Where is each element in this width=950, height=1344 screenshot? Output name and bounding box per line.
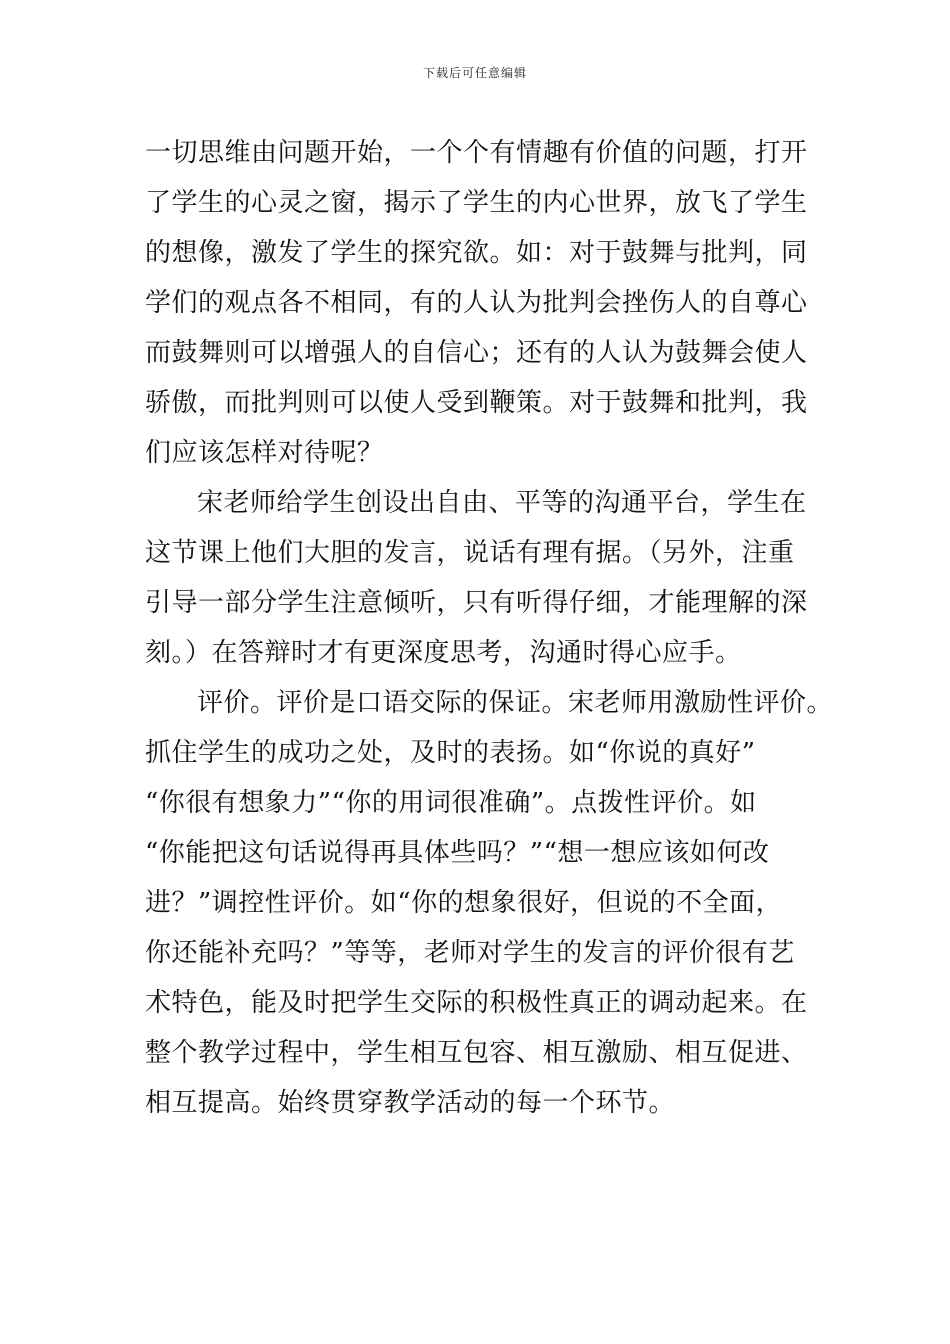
page-header: 下载后可任意编辑 [422,66,527,80]
document-body [145,128,834,1128]
text-line: 这节课上他们大胆的发言，说话有理有据。（另外，注重 [145,538,795,568]
text-line: 而鼓舞则可以增强人的自信心；还有的人认为鼓舞会使人 [145,338,808,368]
text-line: 相互提高。始终贯穿教学活动的每一个环节。 [145,1088,676,1118]
text-line: 一切思维由问题开始，一个个有情趣有价值的问题，打开 [145,138,808,168]
text-line: 的想像，激发了学生的探究欲。如：对于鼓舞与批判，同 [145,238,808,268]
text-line: 抓住学生的成功之处，及时的表扬。如“你说的真好” [145,738,756,768]
text-line: “你能把这句话说得再具体些吗？”“想一想应该如何改 [145,838,770,868]
text-line: 引导一部分学生注意倾听，只有听得仔细，才能理解的深 [145,588,808,618]
text-line: 宋老师给学生创设出自由、平等的沟通平台，学生在 [197,488,807,518]
text-line: 进？”调控性评价。如“你的想象很好，但说的不全面， [145,888,783,918]
text-line: 评价。评价是口语交际的保证。宋老师用激励性评价。 [197,688,834,718]
text-line: 了学生的心灵之窗，揭示了学生的内心世界，放飞了学生 [145,188,808,218]
text-line: 学们的观点各不相同，有的人认为批判会挫伤人的自尊心 [145,288,808,318]
text-line: 你还能补充吗？”等等，老师对学生的发言的评价很有艺 [145,938,795,968]
text-line: “你很有想象力”“你的用词很准确”。点拨性评价。如 [145,788,757,818]
text-line: 整个教学过程中，学生相互包容、相互激励、相互促进、 [145,1038,808,1068]
text-line: 骄傲，而批判则可以使人受到鞭策。对于鼓舞和批判，我 [145,388,808,418]
text-line: 术特色，能及时把学生交际的积极性真正的调动起来。在 [145,988,808,1018]
text-line: 们应该怎样对待呢？ [145,438,384,468]
text-line: 刻。）在答辩时才有更深度思考，沟通时得心应手。 [145,638,742,668]
